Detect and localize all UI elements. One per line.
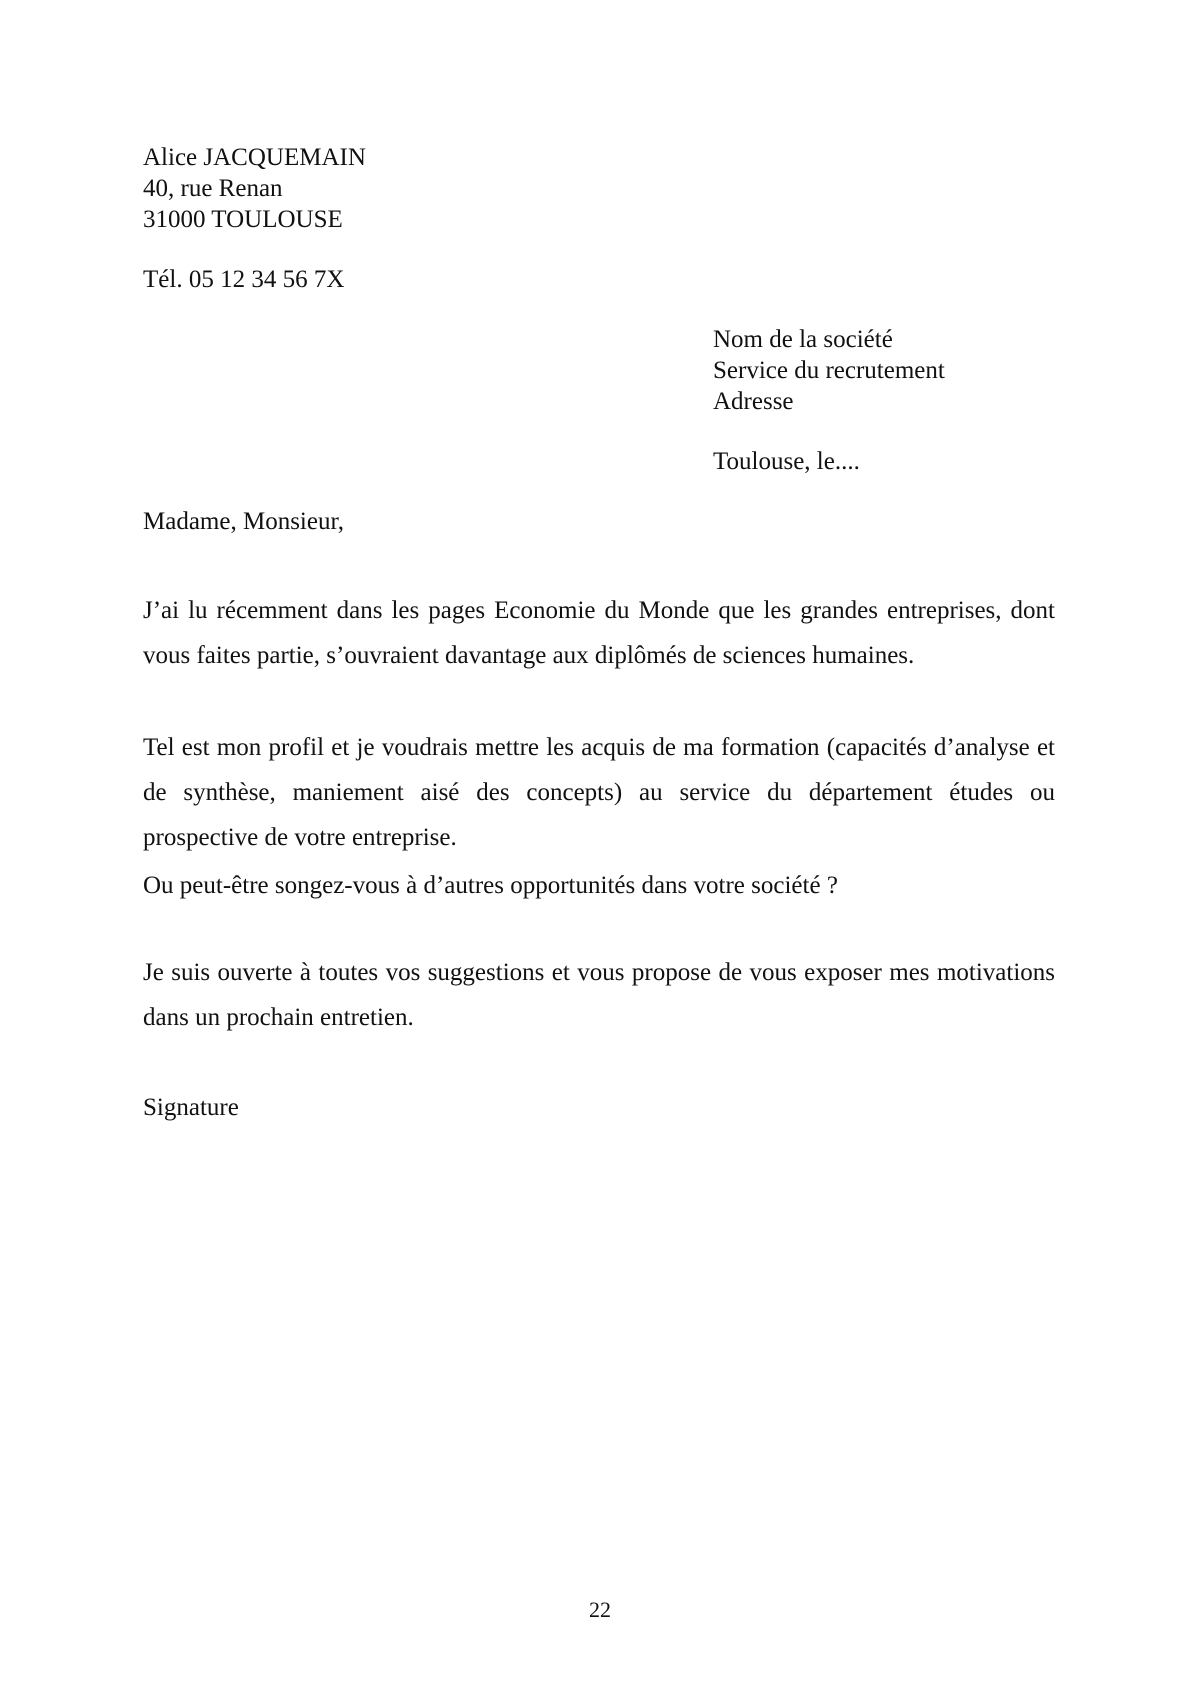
sender-address-block	[143, 142, 366, 235]
place-date: Toulouse, le....	[713, 448, 860, 475]
body-paragraph-1: J’ai lu récemment dans les pages Economie du Monde que les grandes entreprises, dont vous faites partie, s’ouvraient davantage aux diplômés de sciences humaines.	[143, 597, 1055, 669]
sender-name: Alice JACQUEMAIN	[143, 144, 366, 171]
recipient-department: Service du recrutement	[713, 357, 945, 384]
body-paragraph-4: Je suis ouverte à toutes vos suggestions et vous propose de vous exposer mes motivations dans un prochain entretien.	[143, 959, 1055, 1031]
recipient-address-block	[713, 324, 945, 417]
sender-phone: Tél. 05 12 34 56 7X	[143, 266, 345, 293]
body-paragraph-2: Tel est mon profil et je voudrais mettre les acquis de ma formation (capacités d’analyse et de synthèse, maniement aisé des concepts) au service du département études ou prospective de votre entreprise.	[143, 734, 1055, 851]
page-number: 22	[589, 1597, 611, 1622]
recipient-address: Adresse	[713, 388, 794, 415]
salutation: Madame, Monsieur,	[143, 508, 345, 535]
sender-street: 40, rue Renan	[143, 175, 283, 202]
body-paragraph-3: Ou peut-être songez-vous à d’autres opportunités dans votre société ?	[143, 872, 838, 899]
signature: Signature	[143, 1094, 239, 1121]
recipient-company: Nom de la société	[713, 326, 893, 353]
sender-city: 31000 TOULOUSE	[143, 206, 343, 233]
